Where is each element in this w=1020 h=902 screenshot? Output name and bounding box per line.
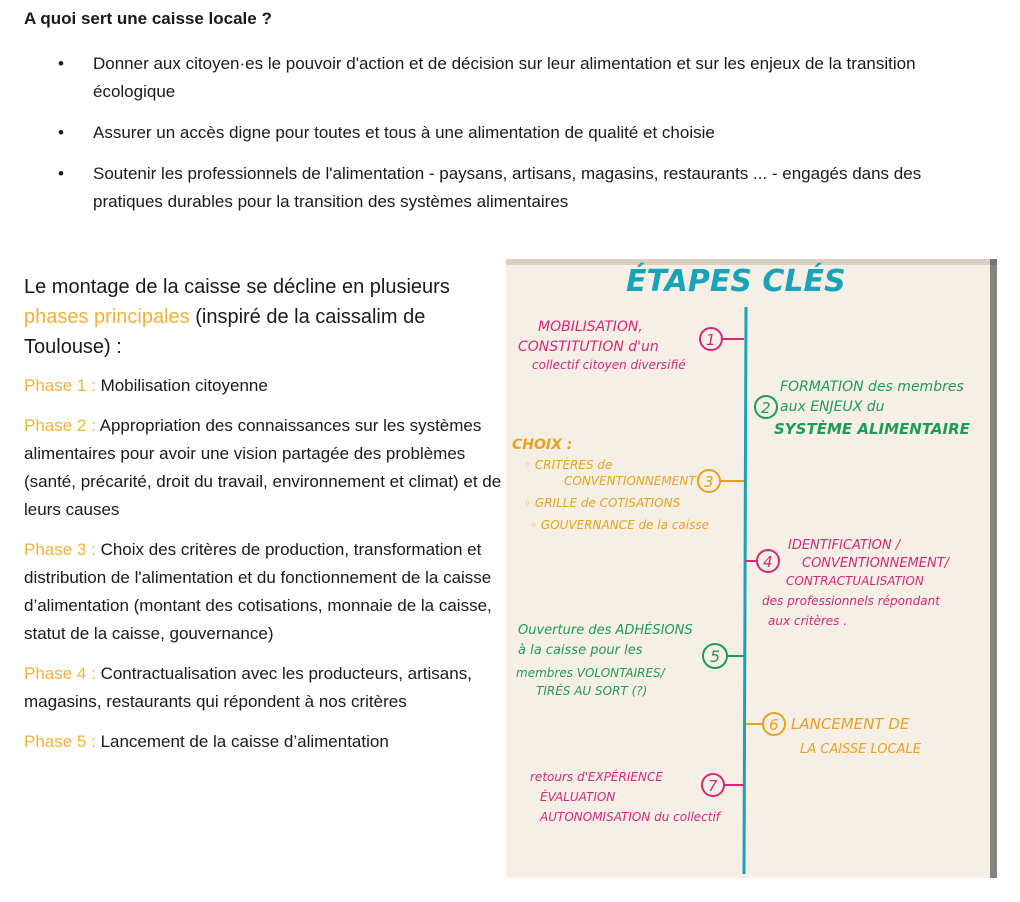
step-number: 4 [763,553,773,571]
phase-4 [24,660,504,716]
bullet-icon: • [58,164,64,183]
page-heading: A quoi sert une caisse locale ? [24,9,272,28]
purpose-item [58,50,958,106]
step-line: LA CAISSE LOCALE [800,742,921,757]
step-number: 1 [706,331,716,349]
phase-label: Phase 2 : [24,416,96,435]
timeline-line [744,307,746,874]
purpose-text: Donner aux citoyen·es le pouvoir d'action et de décision sur leur alimentation et sur les enjeux de la transition écologique [93,54,916,101]
paper-right-edge [990,259,997,878]
phase-text: Contractualisation avec les producteurs, artisans, magasins, restaurants qui répondent à nos critères [24,664,472,711]
step-line: aux ENJEUX du [780,399,885,415]
step-line: collectif citoyen diversifié [532,358,686,372]
purpose-text: Assurer un accès digne pour toutes et tous à une alimentation de qualité et choisie [93,123,715,142]
step-line: AUTONOMISATION du collectif [540,810,721,824]
step-line: LANCEMENT DE [791,715,910,733]
step-line: FORMATION des membres [780,379,964,395]
flipchart-drawing [506,259,997,878]
step-line: CHOIX : [512,437,573,453]
step-number: 6 [769,716,779,734]
step-line: ÉVALUATION [540,790,616,804]
step-line: membres VOLONTAIRES/ [516,666,665,680]
phase-label: Phase 4 : [24,664,96,683]
phase-1 [24,372,504,400]
phases-section [24,272,504,768]
step-number: 7 [708,777,718,795]
step-line: IDENTIFICATION / [788,538,901,553]
step-line: CONVENTIONNEMENT [564,474,696,488]
step-line: des professionnels répondant [762,594,940,608]
step-line: SYSTÈME ALIMENTAIRE [774,420,970,438]
bullet-icon: • [58,54,64,73]
intro-text-end: (inspiré de la caissalim de Toulouse) : [24,306,426,358]
step-line: MOBILISATION, [538,319,643,335]
step-number: 5 [710,647,721,666]
step-line: CONSTITUTION d'un [518,339,659,355]
purpose-list [58,50,958,229]
step-line: TIRÉS AU SORT (?) [536,684,648,698]
purpose-item [58,119,958,147]
phase-label: Phase 5 : [24,732,96,751]
phase-text: Lancement de la caisse d’alimentation [100,732,389,751]
phase-text: Mobilisation citoyenne [100,376,268,395]
phase-label: Phase 1 : [24,376,96,395]
intro-highlight: phases principales [24,306,190,328]
step-number: 3 [704,473,714,491]
intro-text: Le montage de la caisse se décline en plusieurs [24,276,450,298]
step-line: ◦ GOUVERNANCE de la caisse [530,518,709,532]
step-line: à la caisse pour les [518,643,643,658]
step-line: aux critères . [768,614,848,628]
phase-3 [24,536,504,648]
step-line: ◦ GRILLE de COTISATIONS [524,496,681,510]
phase-2 [24,412,504,524]
purpose-text: Soutenir les professionnels de l'alimentation - paysans, artisans, magasins, restaurants ... - engagés dans des pratiques durables pour la transition des systèmes alimentaires [93,164,922,211]
step-line: CONVENTIONNEMENT/ [802,556,950,571]
step-line: ◦ CRITÈRES de [524,458,613,472]
purpose-item [58,160,958,216]
step-line: Ouverture des ADHÉSIONS [518,623,693,638]
flipchart-title: ÉTAPES CLÉS [626,264,846,299]
bullet-icon: • [58,123,64,142]
phase-label: Phase 3 : [24,540,96,559]
flipchart-photo [506,259,997,878]
phases-intro [24,272,504,362]
step-line: CONTRACTUALISATION [786,574,924,588]
step-line: retours d'EXPÉRIENCE [530,770,663,784]
step-number: 2 [761,399,771,417]
phase-5 [24,728,504,756]
phase-text: Choix des critères de production, transformation et distribution de l'alimentation et du fonctionnement de la caisse d’alimentation (montant des cotisations, monnaie de la caisse, statut de la caisse, gouvernance) [24,540,492,643]
phase-text: Appropriation des connaissances sur les systèmes alimentaires pour avoir une vision partagée des problèmes (santé, précarité, droit du travail, environnement et climat) et de leurs causes [24,416,502,519]
